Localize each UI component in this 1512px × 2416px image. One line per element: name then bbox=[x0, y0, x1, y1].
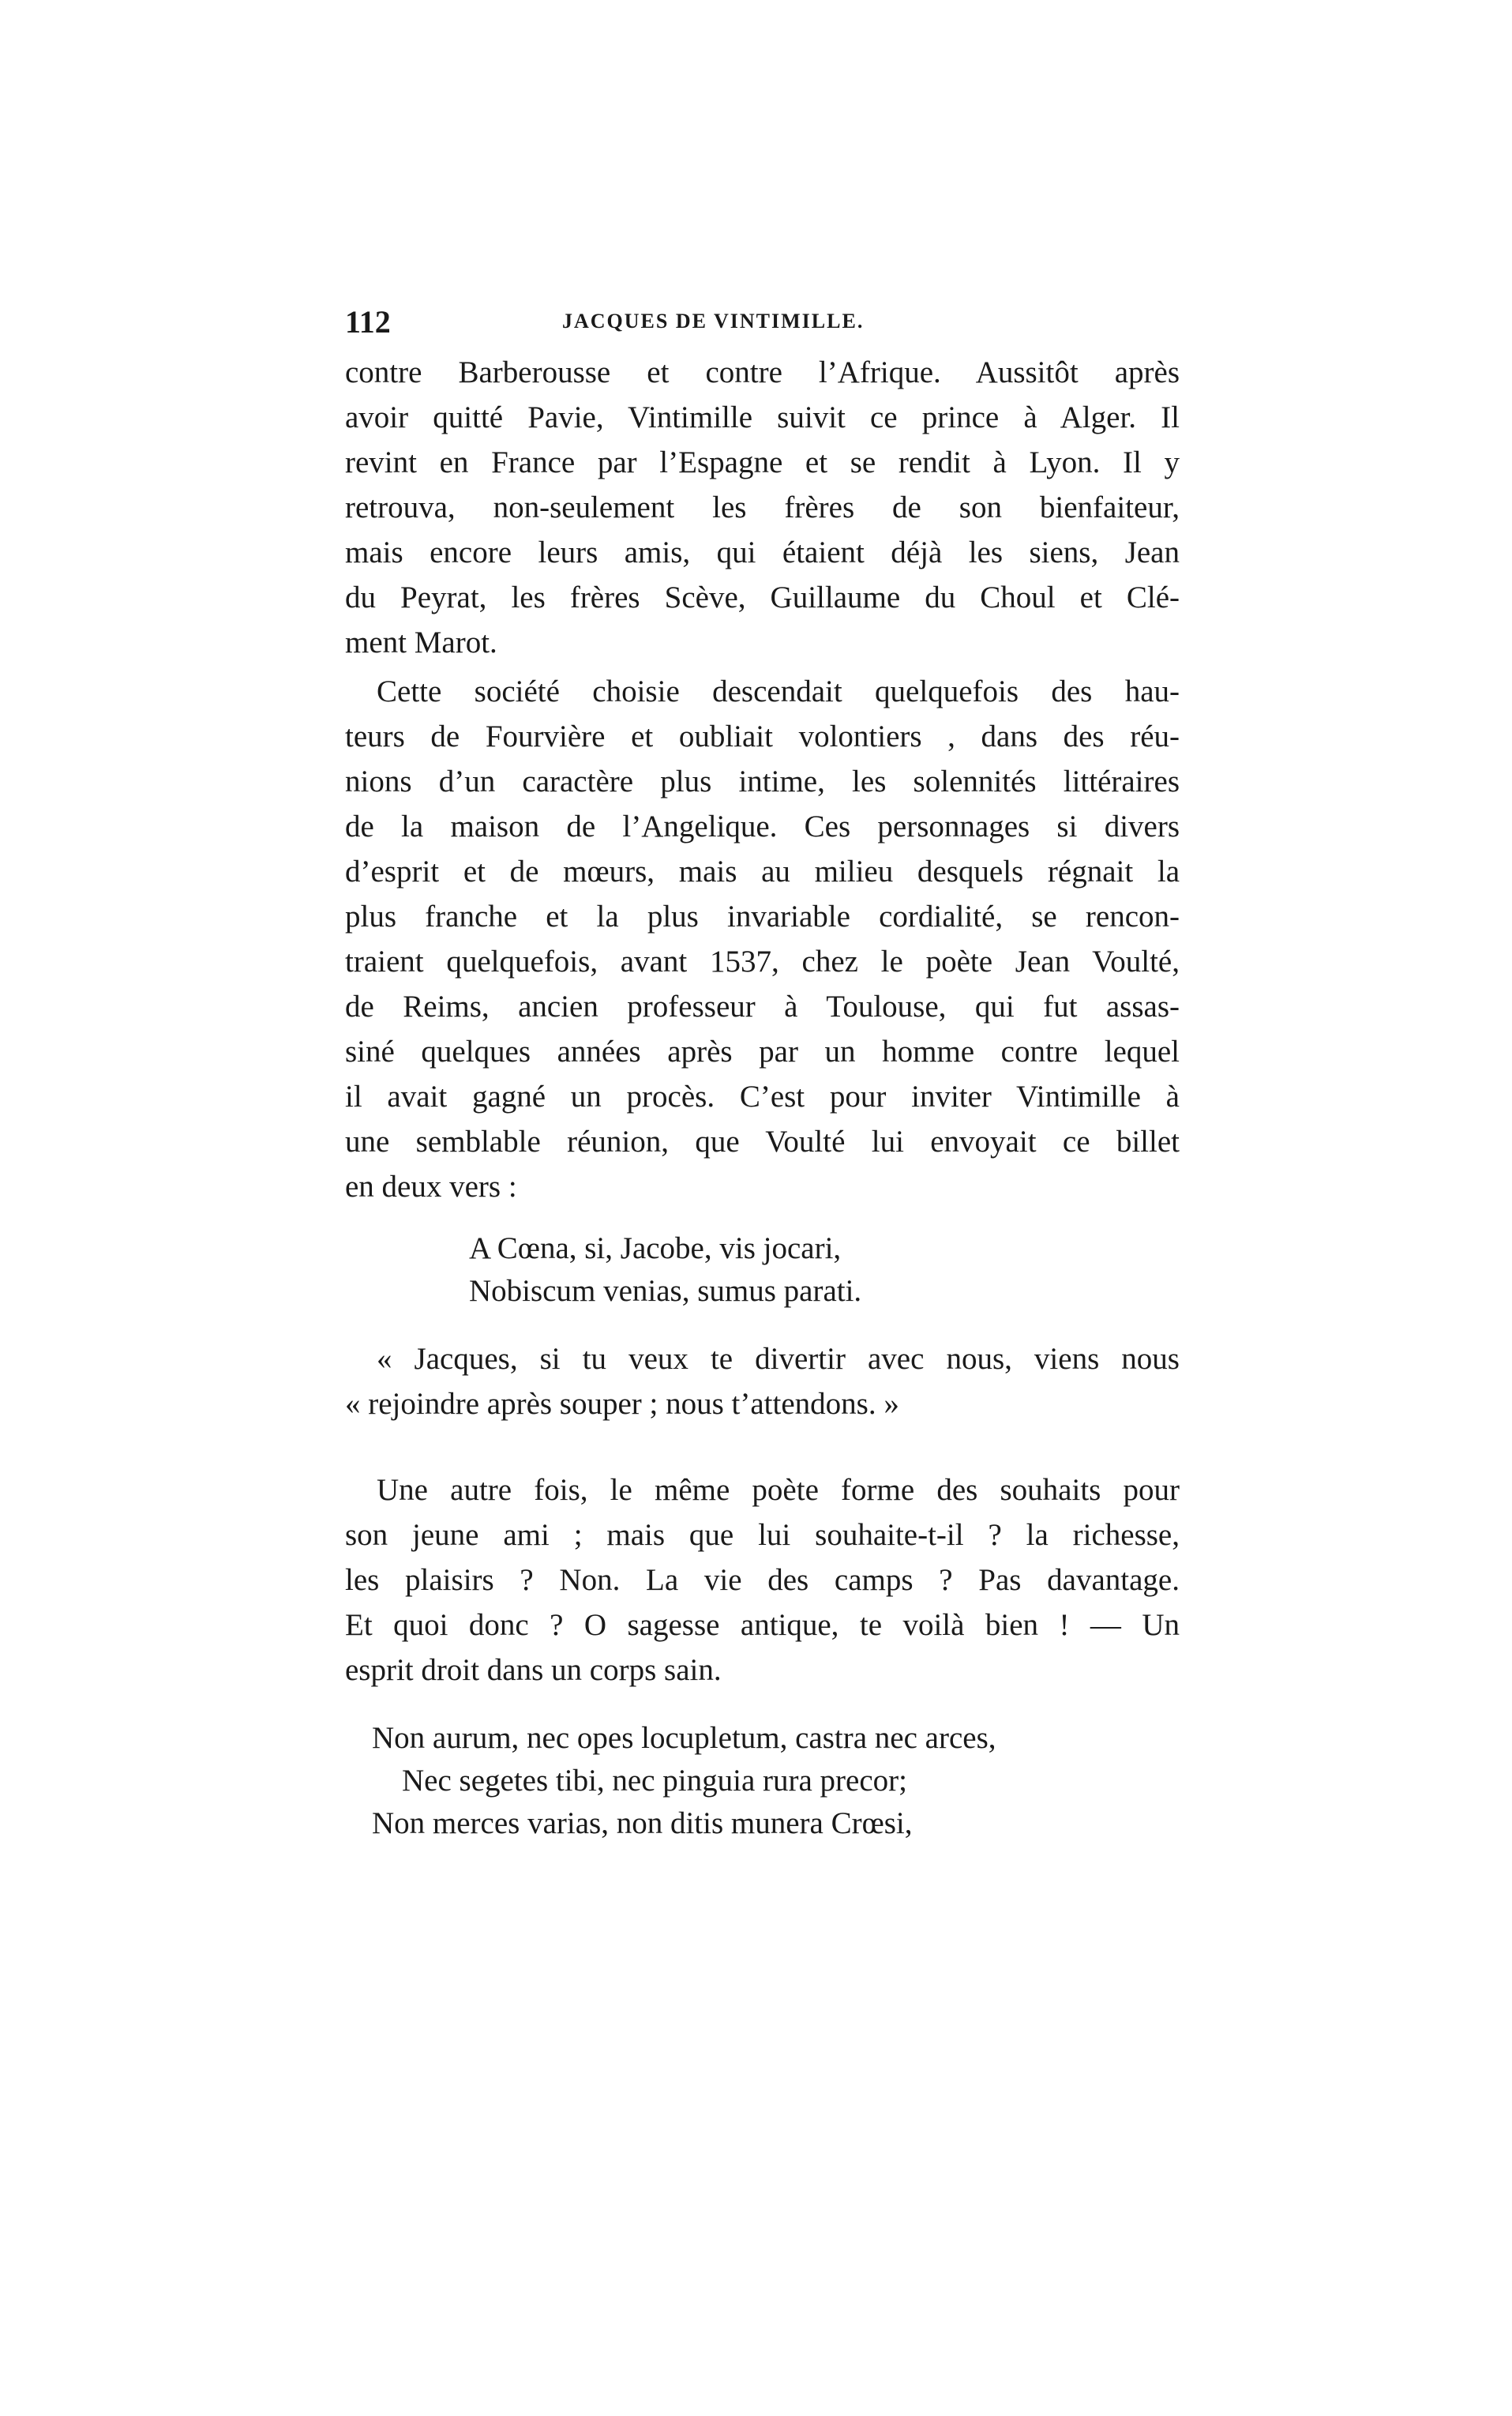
text-line: d’esprit et de mœurs, mais au milieu desquels régnait la bbox=[345, 855, 1180, 889]
verse-line: Nobiscum venias, sumus parati. bbox=[469, 1274, 862, 1308]
text-line: nions d’un caractère plus intime, les solennités littéraires bbox=[345, 765, 1180, 798]
text-line: plus franche et la plus invariable cordialité, se rencon- bbox=[345, 900, 1180, 934]
text-line: traient quelquefois, avant 1537, chez le poète Jean Voulté, bbox=[345, 945, 1180, 979]
verse-line: Non merces varias, non ditis munera Crœsi, bbox=[372, 1806, 913, 1840]
text-line: siné quelques années après par un homme contre lequel bbox=[345, 1035, 1180, 1069]
verse-quote-1 bbox=[469, 1227, 861, 1313]
translation-quote bbox=[345, 1336, 1180, 1426]
text-line: mais encore leurs amis, qui étaient déjà les siens, Jean bbox=[345, 535, 1180, 569]
text-line: avoir quitté Pavie, Vintimille suivit ce prince à Alger. Il bbox=[345, 400, 1180, 434]
text-line: de la maison de l’Angelique. Ces personnages si divers bbox=[345, 810, 1180, 844]
paragraph-2 bbox=[345, 669, 1180, 1209]
text-line: une semblable réunion, que Voulté lui envoyait ce billet bbox=[345, 1125, 1180, 1159]
text-line: Cette société choisie descendait quelquefois des hau- bbox=[377, 674, 1180, 708]
text-line: il avait gagné un procès. C’est pour inviter Vintimille à bbox=[345, 1080, 1180, 1114]
verse-quote-2 bbox=[372, 1717, 996, 1845]
text-line: esprit droit dans un corps sain. bbox=[345, 1653, 722, 1687]
text-line: son jeune ami ; mais que lui souhaite-t-il ? la richesse, bbox=[345, 1518, 1180, 1552]
verse-line: A Cœna, si, Jacobe, vis jocari, bbox=[469, 1231, 842, 1265]
paragraph-3 bbox=[345, 1467, 1180, 1693]
text-line: en deux vers : bbox=[345, 1170, 517, 1204]
text-line: Et quoi donc ? O sagesse antique, te voilà bien ! — Un bbox=[345, 1608, 1180, 1642]
text-line: du Peyrat, les frères Scève, Guillaume du Choul et Clé- bbox=[345, 581, 1180, 614]
text-line: teurs de Fourvière et oubliait volontiers , dans des réu- bbox=[345, 720, 1180, 753]
text-line: retrouva, non-seulement les frères de son bienfaiteur, bbox=[345, 490, 1180, 524]
text-line: contre Barberousse et contre l’Afrique. Aussitôt après bbox=[345, 355, 1180, 389]
page-number: 112 bbox=[345, 304, 391, 340]
text-line: « Jacques, si tu veux te divertir avec nous, viens nous bbox=[377, 1342, 1180, 1376]
text-line: Une autre fois, le même poète forme des souhaits pour bbox=[377, 1473, 1180, 1507]
verse-line: Nec segetes tibi, nec pinguia rura precor; bbox=[402, 1764, 907, 1798]
text-line: « rejoindre après souper ; nous t’attendons. » bbox=[345, 1387, 899, 1421]
text-line: ment Marot. bbox=[345, 626, 497, 659]
text-line: revint en France par l’Espagne et se rendit à Lyon. Il y bbox=[345, 445, 1180, 479]
text-line: les plaisirs ? Non. La vie des camps ? Pas davantage. bbox=[345, 1563, 1180, 1597]
running-title: JACQUES DE VINTIMILLE. bbox=[562, 310, 865, 333]
text-line: de Reims, ancien professeur à Toulouse, qui fut assas- bbox=[345, 990, 1180, 1024]
paragraph-1 bbox=[345, 350, 1180, 665]
verse-line: Non aurum, nec opes locupletum, castra nec arces, bbox=[372, 1721, 996, 1755]
